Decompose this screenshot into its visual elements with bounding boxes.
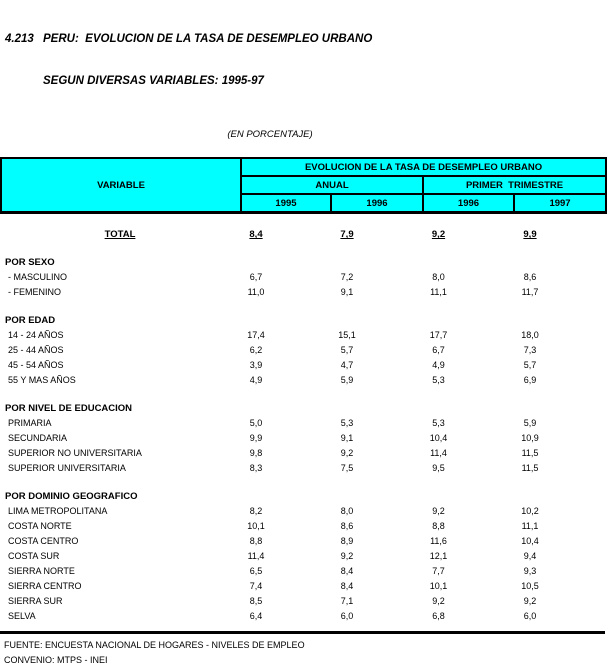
value-cell: 6,4 <box>249 611 263 621</box>
value-cell: 9,2 <box>340 551 354 561</box>
table-row <box>0 446 605 461</box>
value-cell: 8,9 <box>340 536 354 546</box>
row-label: POR DOMINIO GEOGRAFICO <box>5 491 138 502</box>
table-row <box>0 579 605 594</box>
value-cell: 7,2 <box>340 272 354 282</box>
value-cell: 9,2 <box>432 596 445 606</box>
table-row <box>0 270 605 285</box>
row-label: LIMA METROPOLITANA <box>8 506 108 516</box>
value-cell: 10,4 <box>521 536 539 546</box>
value-cell: 8,4 <box>340 566 354 576</box>
table-row <box>0 285 605 300</box>
table-header <box>0 157 607 214</box>
title-line-1 <box>5 32 605 46</box>
value-cell: 11,5 <box>521 463 539 473</box>
title-block <box>0 0 605 116</box>
value-cell: 10,1 <box>429 581 448 591</box>
row-label: SUPERIOR UNIVERSITARIA <box>8 463 126 473</box>
section-header-row <box>0 313 605 328</box>
section-header-row <box>0 489 605 504</box>
row-label: COSTA SUR <box>8 551 60 561</box>
value-cell: 5,0 <box>249 418 263 428</box>
value-cell: 9,3 <box>523 566 537 576</box>
value-cell: 9,8 <box>249 448 263 458</box>
value-cell: 7,1 <box>340 596 354 606</box>
row-label: 45 - 54 AÑOS <box>8 360 64 370</box>
table-body <box>0 227 605 624</box>
value-cell: 5,3 <box>340 418 354 428</box>
value-cell: 7,5 <box>340 463 354 473</box>
value-cell: 8,8 <box>432 521 445 531</box>
table-row <box>0 594 605 609</box>
value-cell: 9,2 <box>432 506 445 516</box>
value-cell: 8,8 <box>249 536 263 546</box>
value-cell: 11,4 <box>430 448 447 458</box>
value-cell: 11,1 <box>430 287 447 297</box>
row-label: SECUNDARIA <box>8 433 68 443</box>
value-cell: 8,0 <box>432 272 445 282</box>
value-cell: 4,9 <box>432 360 445 370</box>
value-cell: 15,1 <box>338 330 356 340</box>
header-year-1995: 1995 <box>241 194 331 213</box>
value-cell: 5,9 <box>340 375 354 385</box>
row-label: 55 Y MAS AÑOS <box>8 375 76 385</box>
value-cell: 7,4 <box>249 581 263 591</box>
row-label: COSTA CENTRO <box>8 536 79 546</box>
value-cell: 7,7 <box>432 566 445 576</box>
value-cell: 6,0 <box>340 611 354 621</box>
value-cell: 9,9 <box>523 229 537 240</box>
header-anual: ANUAL <box>241 176 423 194</box>
title-line-2: SEGUN DIVERSAS VARIABLES: 1995-97 <box>43 75 264 87</box>
value-cell: 8,4 <box>340 581 354 591</box>
table-number: 4.213 <box>5 33 34 45</box>
row-label: SIERRA NORTE <box>8 566 75 576</box>
value-cell: 6,9 <box>523 375 537 385</box>
row-label: PRIMARIA <box>8 418 52 428</box>
table-row <box>0 549 605 564</box>
value-cell: 8,0 <box>340 506 354 516</box>
title-text: PERU: EVOLUCION DE LA TASA DE DESEMPLEO URBANO <box>43 33 373 45</box>
value-cell: 9,2 <box>523 596 537 606</box>
value-cell: 17,4 <box>247 330 265 340</box>
value-cell: 8,5 <box>249 596 263 606</box>
value-cell: 3,9 <box>249 360 263 370</box>
value-cell: 6,2 <box>249 345 263 355</box>
table-row <box>0 461 605 476</box>
row-label: - MASCULINO <box>8 272 68 282</box>
header-year-1996-trim: 1996 <box>423 194 514 213</box>
table-row <box>0 328 605 343</box>
value-cell: 4,7 <box>340 360 354 370</box>
value-cell: 18,0 <box>521 330 539 340</box>
section-header-row <box>0 255 605 270</box>
value-cell: 11,4 <box>247 551 265 561</box>
table-row <box>0 504 605 519</box>
row-label: POR SEXO <box>5 257 55 268</box>
table-row <box>0 343 605 358</box>
row-label: 25 - 44 AÑOS <box>8 345 64 355</box>
value-cell: 4,9 <box>249 375 263 385</box>
value-cell: 8,4 <box>249 229 263 240</box>
header-year-1997: 1997 <box>514 194 606 213</box>
value-cell: 10,1 <box>247 521 265 531</box>
row-label: COSTA NORTE <box>8 521 72 531</box>
row-label: 14 - 24 AÑOS <box>8 330 64 340</box>
header-variable: VARIABLE <box>1 158 241 213</box>
value-cell: 8,2 <box>249 506 263 516</box>
value-cell: 9,4 <box>523 551 537 561</box>
row-label: SIERRA SUR <box>8 596 63 606</box>
value-cell: 6,5 <box>249 566 263 576</box>
value-cell: 10,9 <box>521 433 539 443</box>
value-cell: 10,4 <box>429 433 448 443</box>
value-cell: 11,6 <box>430 536 447 546</box>
value-cell: 10,5 <box>521 581 539 591</box>
value-cell: 9,1 <box>340 433 354 443</box>
total-row <box>0 227 605 242</box>
table-row <box>0 564 605 579</box>
footer-source: FUENTE: ENCUESTA NACIONAL DE HOGARES - NIVELES DE EMPLEO <box>4 640 305 650</box>
value-cell: 5,7 <box>523 360 537 370</box>
value-cell: 7,3 <box>523 345 537 355</box>
footer <box>0 638 605 668</box>
value-cell: 6,0 <box>523 611 537 621</box>
value-cell: 17,7 <box>429 330 448 340</box>
value-cell: 6,8 <box>432 611 445 621</box>
value-cell: 11,1 <box>521 521 539 531</box>
table-row <box>0 534 605 549</box>
value-cell: 11,5 <box>521 448 539 458</box>
table-row <box>0 358 605 373</box>
row-label: POR NIVEL DE EDUCACION <box>5 403 133 414</box>
row-label: - FEMENINO <box>8 287 61 297</box>
value-cell: 7,9 <box>340 229 354 240</box>
value-cell: 8,6 <box>523 272 537 282</box>
header-year-1996-anual: 1996 <box>331 194 423 213</box>
value-cell: 9,9 <box>249 433 263 443</box>
value-cell: 10,2 <box>521 506 539 516</box>
table-row <box>0 373 605 388</box>
value-cell: 6,7 <box>432 345 445 355</box>
value-cell: 9,2 <box>431 229 446 240</box>
section-header-row <box>0 401 605 416</box>
header-group-title: EVOLUCION DE LA TASA DE DESEMPLEO URBANO <box>241 158 606 176</box>
value-cell: 8,3 <box>249 463 263 473</box>
value-cell: 11,7 <box>521 287 539 297</box>
value-cell: 5,7 <box>340 345 354 355</box>
value-cell: 8,6 <box>340 521 354 531</box>
value-cell: 11,0 <box>247 287 265 297</box>
header-primer-trimestre: PRIMER TRIMESTRE <box>423 176 606 194</box>
value-cell: 5,3 <box>432 375 445 385</box>
value-cell: 9,5 <box>432 463 445 473</box>
value-cell: 5,9 <box>523 418 537 428</box>
table-row <box>0 519 605 534</box>
value-cell: 5,3 <box>432 418 445 428</box>
value-cell: 9,1 <box>340 287 354 297</box>
row-label: SIERRA CENTRO <box>8 581 82 591</box>
row-label: TOTAL <box>104 229 136 240</box>
row-label: POR EDAD <box>5 315 56 326</box>
footer-agreement: CONVENIO: MTPS - INEI <box>4 655 108 665</box>
value-cell: 12,1 <box>429 551 448 561</box>
table-row <box>0 431 605 446</box>
value-cell: 6,7 <box>249 272 263 282</box>
row-label: SELVA <box>8 611 36 621</box>
table-row <box>0 609 605 624</box>
subtitle: (EN PORCENTAJE) <box>227 129 313 140</box>
row-label: SUPERIOR NO UNIVERSITARIA <box>8 448 142 458</box>
value-cell: 9,2 <box>340 448 354 458</box>
table-row <box>0 416 605 431</box>
table-bottom-rule <box>0 631 605 634</box>
